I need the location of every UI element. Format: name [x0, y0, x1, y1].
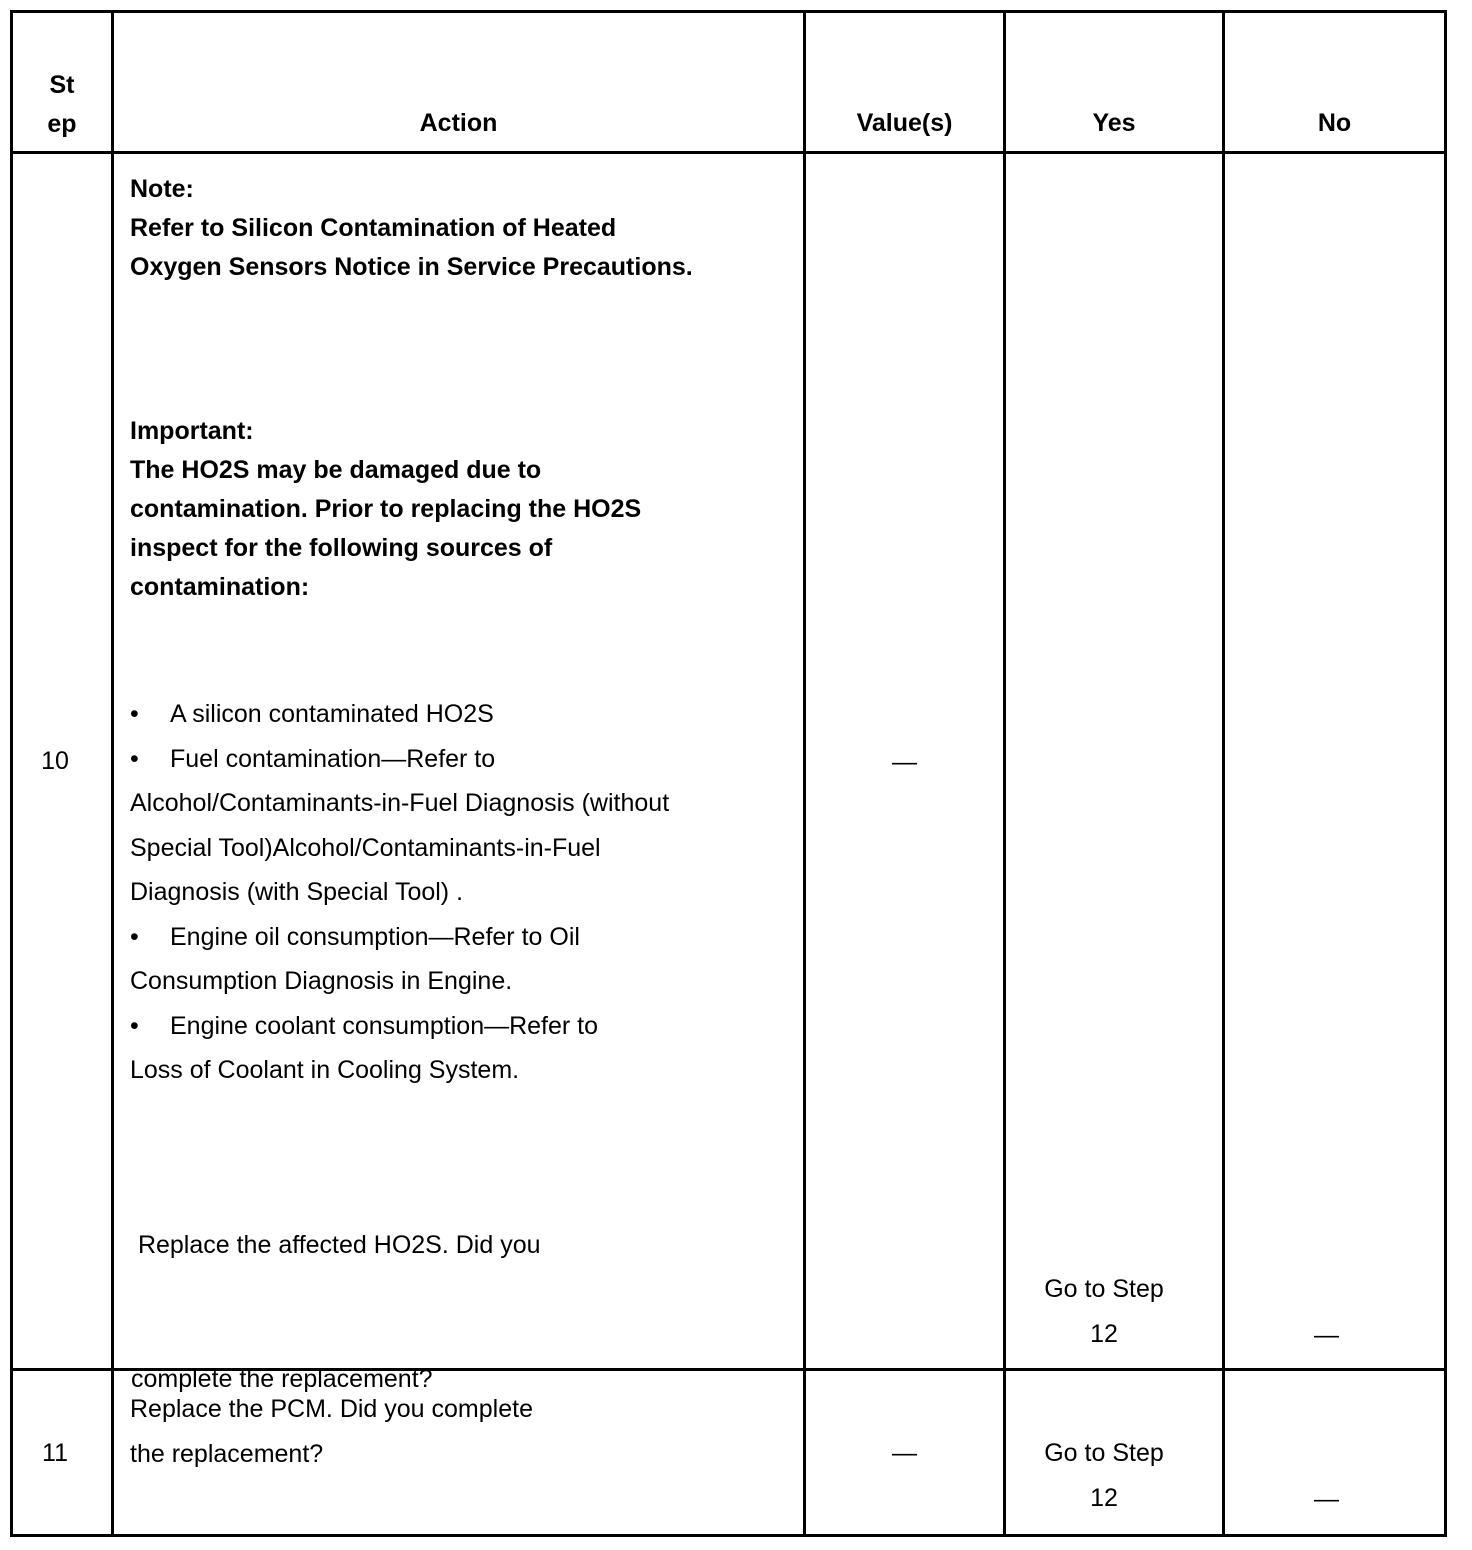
table-border-top: [10, 10, 1447, 13]
list-item: [130, 692, 669, 737]
no-cell: —: [1314, 1485, 1339, 1513]
yes-cell: [1006, 1267, 1202, 1356]
header-yes: Yes: [1092, 109, 1136, 137]
action-text: [130, 1387, 533, 1476]
yes-cell: [1006, 1431, 1202, 1520]
header-action: Action: [419, 109, 498, 137]
bullet-icon: •: [130, 700, 139, 728]
column-divider: [1222, 10, 1225, 1537]
important-block: [130, 412, 641, 607]
value-cell: —: [892, 1439, 917, 1467]
procedure-table: [10, 10, 1447, 1537]
list-item-continuation: Consumption Diagnosis in Engine.: [130, 967, 513, 995]
no-cell: —: [1314, 1321, 1339, 1349]
list-item-text: Fuel contamination—Refer to: [170, 744, 496, 773]
list-item: [130, 1004, 669, 1049]
table-border-bottom: [10, 1534, 1447, 1537]
list-item: [130, 915, 669, 960]
note-text: Oxygen Sensors Notice in Service Precautions.: [130, 253, 693, 281]
table-border-right: [1444, 10, 1447, 1537]
list-item-text: Engine oil consumption—Refer to Oil: [170, 922, 580, 951]
list-item-continuation: Alcohol/Contaminants-in-Fuel Diagnosis (without: [130, 789, 670, 817]
action-line: the replacement?: [130, 1439, 324, 1468]
step-number: 10: [41, 747, 69, 775]
important-text: inspect for the following sources of: [130, 534, 553, 562]
note-label: Note:: [130, 175, 194, 203]
question-line: complete the replacement?: [131, 1364, 433, 1393]
contamination-sources-list: [130, 692, 669, 1093]
important-text: The HO2S may be damaged due to: [130, 456, 542, 484]
column-divider: [111, 10, 114, 1537]
list-item-continuation: Loss of Coolant in Cooling System.: [130, 1056, 520, 1084]
value-cell: —: [892, 748, 917, 776]
list-item-continuation: Diagnosis (with Special Tool) .: [130, 878, 464, 906]
list-item-text: A silicon contaminated HO2S: [170, 700, 494, 728]
list-item-text: Engine coolant consumption—Refer to: [170, 1011, 599, 1040]
bullet-icon: •: [130, 922, 139, 951]
important-text: contamination:: [130, 573, 310, 601]
step-number: 11: [42, 1439, 68, 1467]
row-divider: [10, 151, 1447, 154]
note-text: Refer to Silicon Contamination of Heated: [130, 214, 617, 242]
bullet-icon: •: [130, 1011, 139, 1040]
go-to-step-number: 12: [1090, 1483, 1118, 1512]
action-line: Replace the PCM. Did you complete: [130, 1395, 533, 1423]
list-item-continuation: Special Tool)Alcohol/Contaminants-in-Fuel: [130, 833, 601, 862]
bullet-icon: •: [130, 744, 139, 773]
go-to-step-number: 12: [1090, 1319, 1118, 1348]
list-item: [130, 737, 669, 782]
header-values: Value(s): [856, 109, 953, 137]
important-label: Important:: [130, 417, 254, 445]
go-to-step-label: Go to Step: [1044, 1439, 1164, 1467]
header-step: [13, 66, 111, 144]
note-block: [130, 170, 693, 287]
header-no: No: [1317, 109, 1352, 137]
question-line: Replace the affected HO2S. Did you: [131, 1231, 541, 1259]
header-step-label: Step: [47, 71, 77, 138]
go-to-step-label: Go to Step: [1044, 1275, 1164, 1303]
important-text: contamination. Prior to replacing the HO2S: [130, 495, 642, 523]
